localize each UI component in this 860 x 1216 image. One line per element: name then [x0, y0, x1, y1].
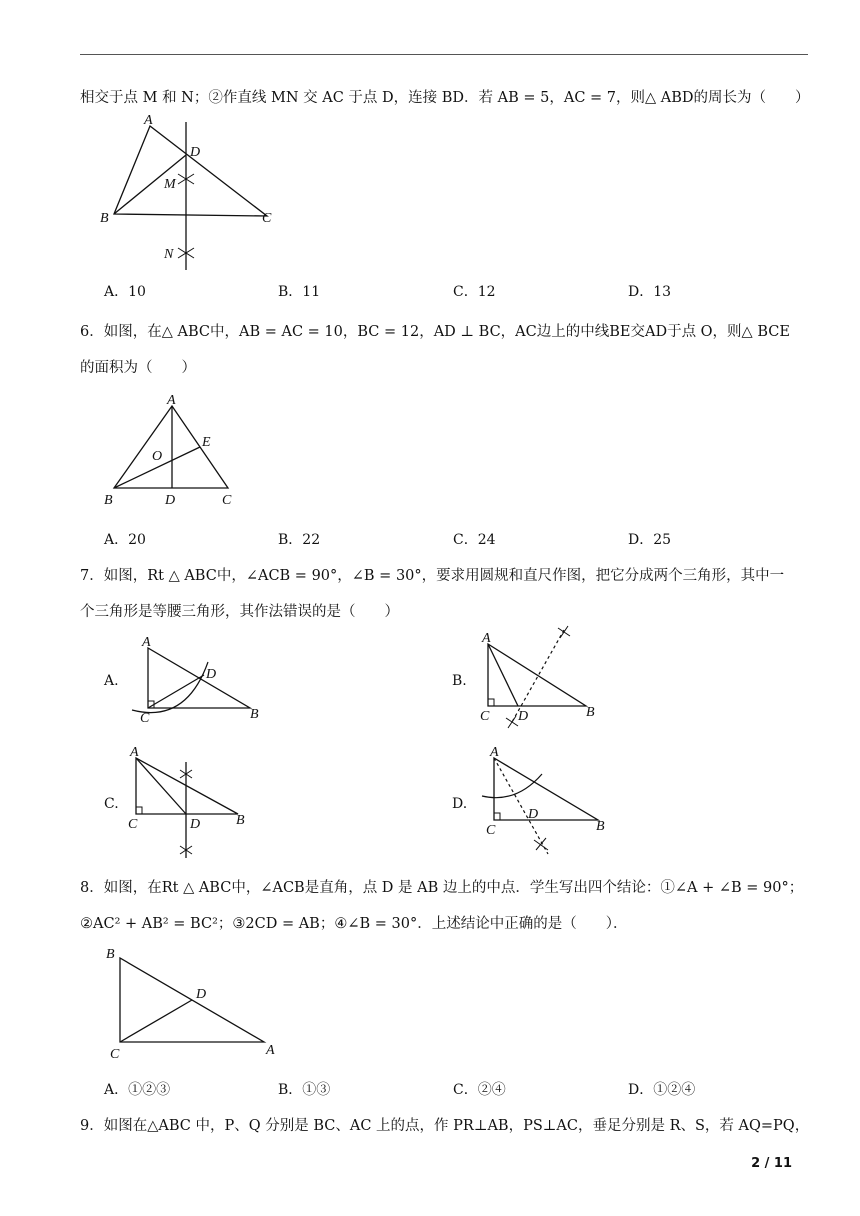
q5-option-d[interactable]: D．13 [628, 284, 672, 300]
q7-text-line2: 个三角形是等腰三角形，其作法错误的是（ ） [80, 604, 399, 620]
q6-label-D: D [165, 493, 176, 508]
q7c-label-C: C [128, 817, 138, 832]
q5-option-c[interactable]: C．12 [453, 284, 496, 300]
q5-label-M: M [164, 177, 176, 192]
q7a-label-C: C [140, 711, 150, 726]
q8-label-D: D [196, 987, 207, 1002]
q7-figure-b [476, 620, 626, 730]
q8-label-B: B [106, 947, 115, 962]
q7-figure-a [126, 632, 276, 724]
q5-text: 相交于点 M 和 N；②作直线 MN 交 AC 于点 D，连接 BD．若 AB = 5，AC = 7，则△ ABD的周长为（ ） [80, 90, 810, 106]
q6-label-O: O [152, 449, 163, 464]
q5-label-A: A [144, 113, 153, 128]
q5-label-N: N [164, 247, 174, 262]
q7d-label-D: D [528, 807, 539, 822]
q6-text-line1: 6．如图，在△ ABC中，AB = AC = 10，BC = 12，AD ⊥ BC，AC边上的中线BE交AD于点 O，则△ BCE [80, 324, 790, 340]
q8-label-A: A [266, 1043, 275, 1058]
q9-text-line1: 9．如图在△ABC 中，P、Q 分别是 BC、AC 上的点，作 PR⊥AB，PS⊥AC，垂足分别是 R、S，若 AQ=PQ， [80, 1118, 810, 1134]
q7c-label-A: A [130, 745, 139, 760]
q7c-label-D: D [190, 817, 201, 832]
q6-label-B: B [104, 493, 113, 508]
page-number: 2 / 11 [751, 1156, 792, 1171]
q7-figure-c [126, 740, 276, 862]
q8-figure [104, 944, 284, 1064]
q7b-label-A: A [482, 631, 491, 646]
q8-label-C: C [110, 1047, 120, 1062]
q7c-label-B: B [236, 813, 245, 828]
q8-option-d[interactable]: D．①②④ [628, 1082, 696, 1098]
q8-option-b[interactable]: B．①③ [278, 1082, 331, 1098]
q7b-label-C: C [480, 709, 490, 724]
q8-text-line2: ②AC² + AB² = BC²；③2CD = AB；④∠B = 30°．上述结论中正确的是（ ）． [80, 916, 628, 932]
q7-option-a-label[interactable]: A. [104, 673, 119, 689]
q7b-label-D: D [518, 709, 529, 724]
q7a-label-B: B [250, 707, 259, 722]
q8-option-c[interactable]: C．②④ [453, 1082, 506, 1098]
q7a-label-A: A [142, 635, 151, 650]
q6-option-a[interactable]: A．20 [104, 532, 146, 548]
q5-option-b[interactable]: B．11 [278, 284, 321, 300]
header-rule [80, 54, 808, 55]
q7-figure-d [476, 744, 626, 860]
q6-option-c[interactable]: C．24 [453, 532, 496, 548]
q8-option-a[interactable]: A．①②③ [104, 1082, 171, 1098]
q6-label-E: E [202, 435, 211, 450]
q7-text-line1: 7．如图，Rt △ ABC中，∠ACB = 90°，∠B = 30°，要求用圆规和直尺作图，把它分成两个三角形，其中一 [80, 568, 785, 584]
q7-option-b-label[interactable]: B. [452, 673, 467, 689]
q5-label-C: C [262, 211, 272, 226]
q6-figure [102, 394, 242, 510]
q6-option-b[interactable]: B．22 [278, 532, 321, 548]
q7-option-c-label[interactable]: C. [104, 796, 119, 812]
q6-option-d[interactable]: D．25 [628, 532, 672, 548]
q8-text-line1: 8．如图，在Rt △ ABC中，∠ACB是直角，点 D 是 AB 边上的中点．学生写出四个结论：①∠A + ∠B = 90°； [80, 880, 804, 896]
q6-label-C: C [222, 493, 232, 508]
q6-text-line2: 的面积为（ ） [80, 360, 196, 376]
q5-option-a[interactable]: A．10 [104, 284, 146, 300]
q5-label-B: B [100, 211, 109, 226]
q6-label-A: A [167, 393, 176, 408]
q7a-label-D: D [206, 667, 217, 682]
q7d-label-C: C [486, 823, 496, 838]
q5-figure [100, 112, 290, 272]
q7d-label-B: B [596, 819, 605, 834]
q7-option-d-label[interactable]: D. [452, 796, 468, 812]
q5-label-D: D [190, 145, 201, 160]
q7b-label-B: B [586, 705, 595, 720]
q7d-label-A: A [490, 745, 499, 760]
